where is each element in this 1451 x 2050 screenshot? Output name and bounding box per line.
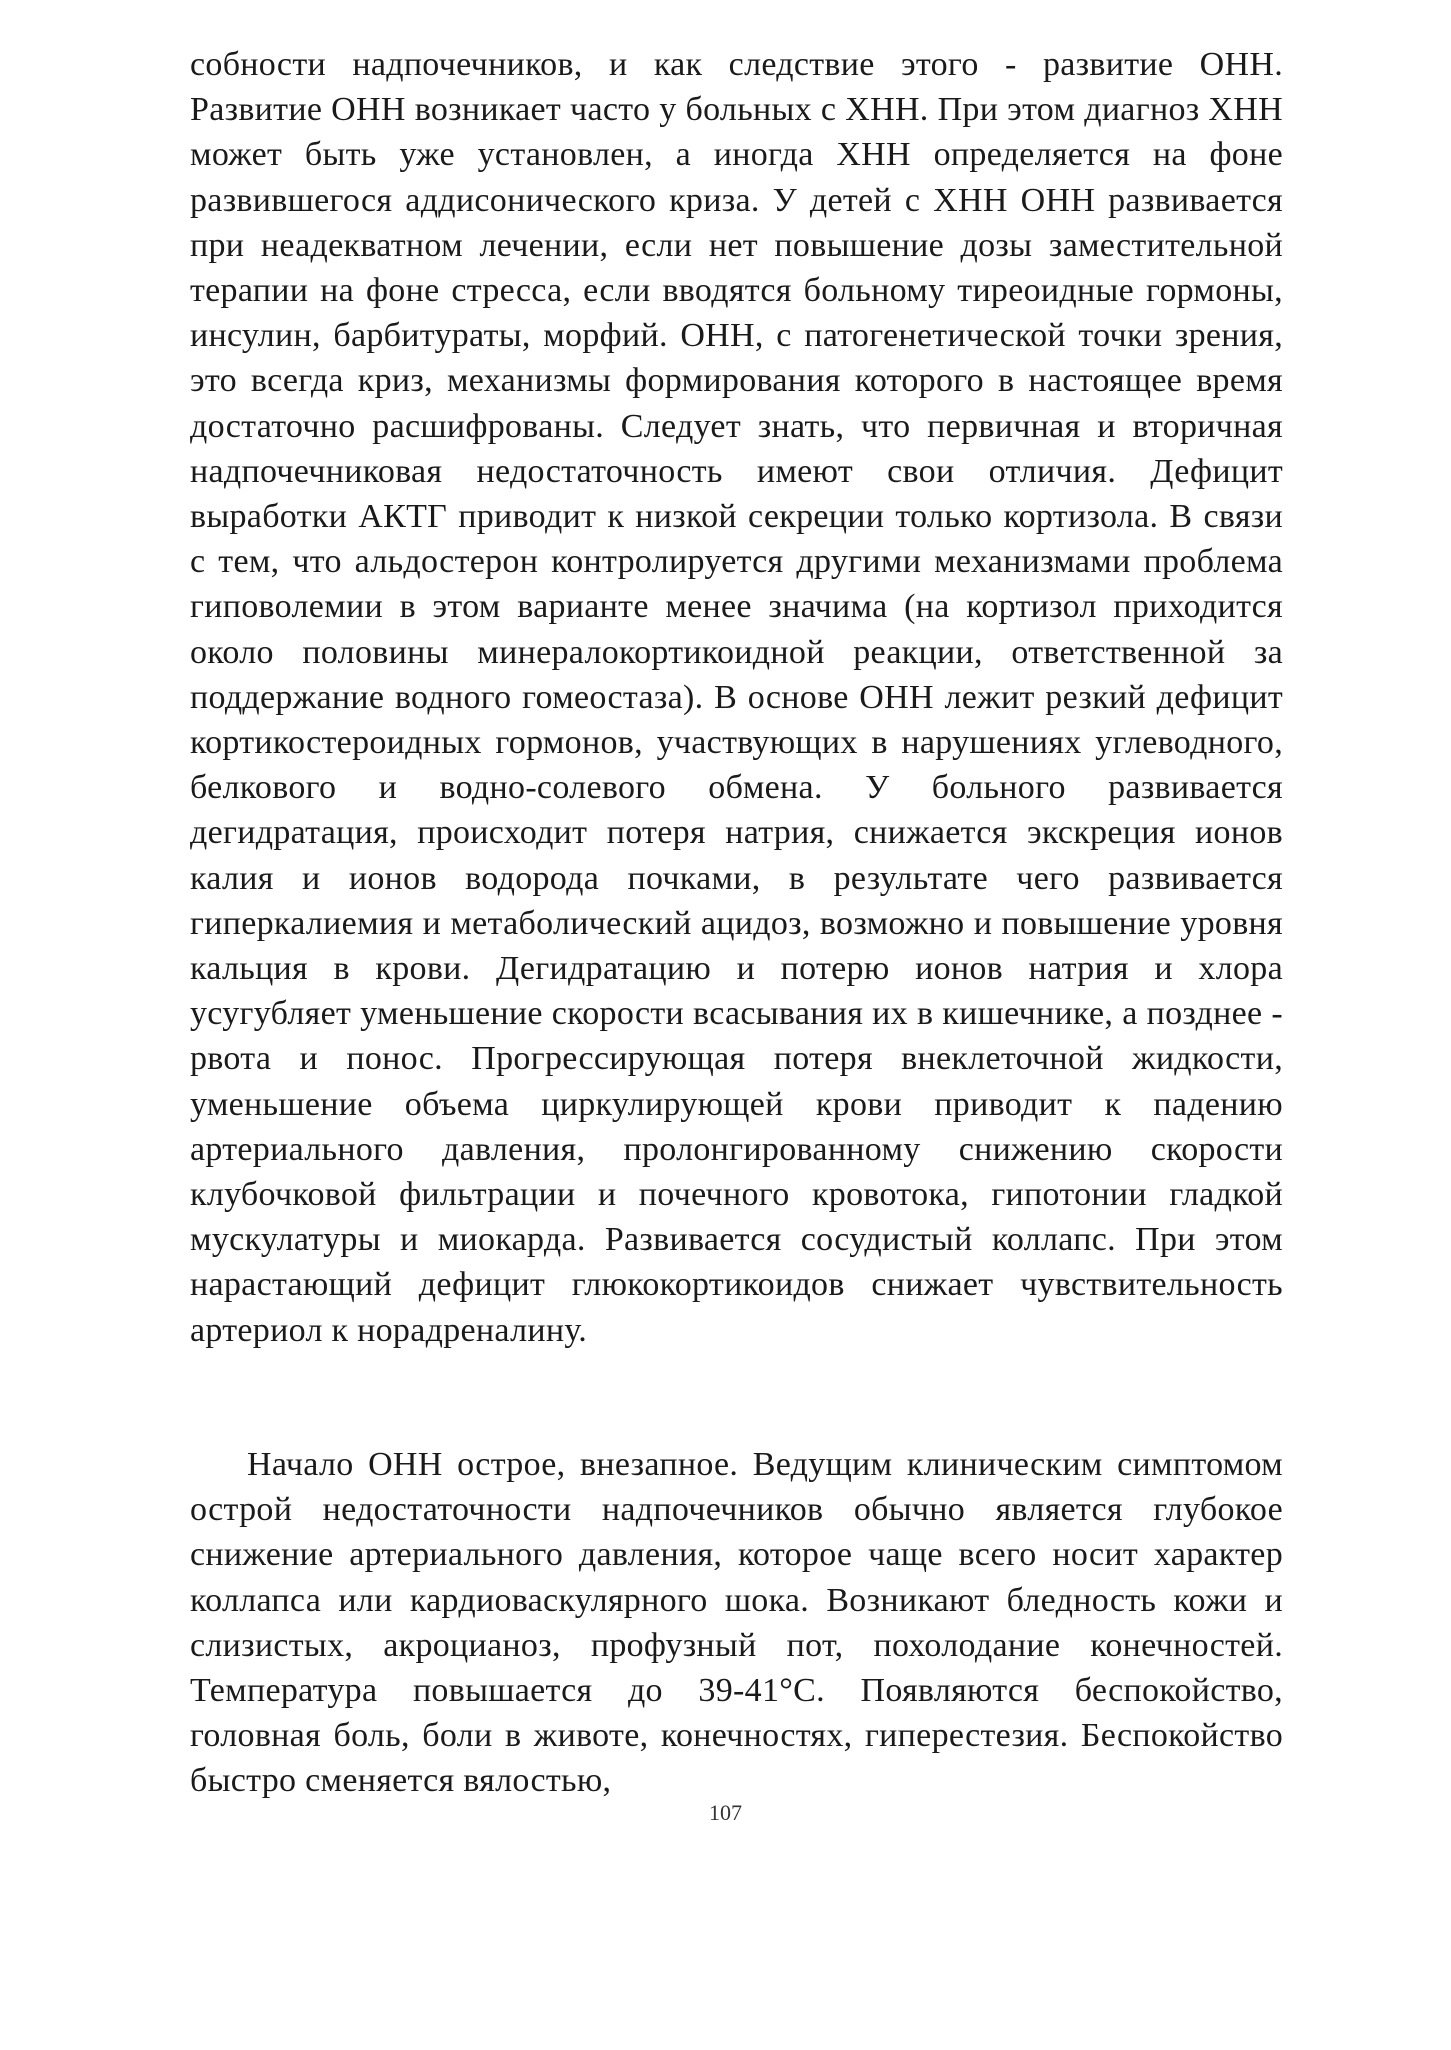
paragraph-2-text: Начало ОНН острое, внезапное. Ведущим клиническим симптомом острой недостаточности надпочечников обычно является глубокое снижение артериального давления, которое чаще всего носит характер коллапса или кардиоваскулярного шока. Возникают бледность кожи и слизистых, акроцианоз, профузный пот, похолодание конечностей. Температура повышается до 39-41°С. Появляются беспокойство, головная боль, боли в животе, конечностях, гиперестезия. Беспокойство быстро сменяется вялостью, [190,1446,1283,1800]
body-text-paragraph-1 [190,42,1283,1353]
paragraph-1-text: собности надпочечников, и как следствие этого - развитие ОНН. Развитие ОНН возникает часто у больных с ХНН. При этом диагноз ХНН может быть уже установлен, а иногда ХНН определяется на фоне развившегося аддисонического криза. У детей с ХНН ОНН развивается при неадекватном лечении, если нет повышение дозы заместительной терапии на фоне стресса, если вводятся больному тиреоидные гормоны, инсулин, барбитураты, морфий. ОНН, с патогенетической точки зрения, это всегда криз, механизмы формирования которого в настоящее время достаточно расшифрованы. Следует знать, что первичная и вторичная надпочечниковая недостаточность имеют свои отличия. Дефицит выработки АКТГ приводит к низкой секреции только кортизола. В связи с тем, что альдостерон контролируется другими механизмами проблема гиповолемии в этом варианте менее значима (на кортизол приходится около половины минералокортикоидной реакции, ответственной за поддержание водного гомеостаза). В основе ОНН лежит резкий дефицит кортикостероидных гормонов, участвующих в нарушениях углеводного, белкового и водно-солевого обмена. У больного развивается дегидратация, происходит потеря натрия, снижается экскреция ионов калия и ионов водорода почками, в результате чего развивается гиперкалиемия и метаболический ацидоз, возможно и повышение уровня кальция в крови. Дегидратацию и потерю ионов натрия и хлора усугубляет уменьшение скорости всасывания их в кишечнике, а позднее - рвота и понос. Прогрессирующая потеря внеклеточной жидкости, уменьшение объема циркулирующей крови приводит к падению артериального давления, пролонгированному снижению скорости клубочковой фильтрации и почечного кровотока, гипотонии гладкой мускулатуры и миокарда. Развивается сосудистый коллапс. При этом нарастающий дефицит глюкокортикоидов снижает чувствительность артериол к норадреналину. [190,46,1283,1349]
body-text-paragraph-2 [190,1442,1283,1804]
page-number: 107 [709,1800,742,1825]
